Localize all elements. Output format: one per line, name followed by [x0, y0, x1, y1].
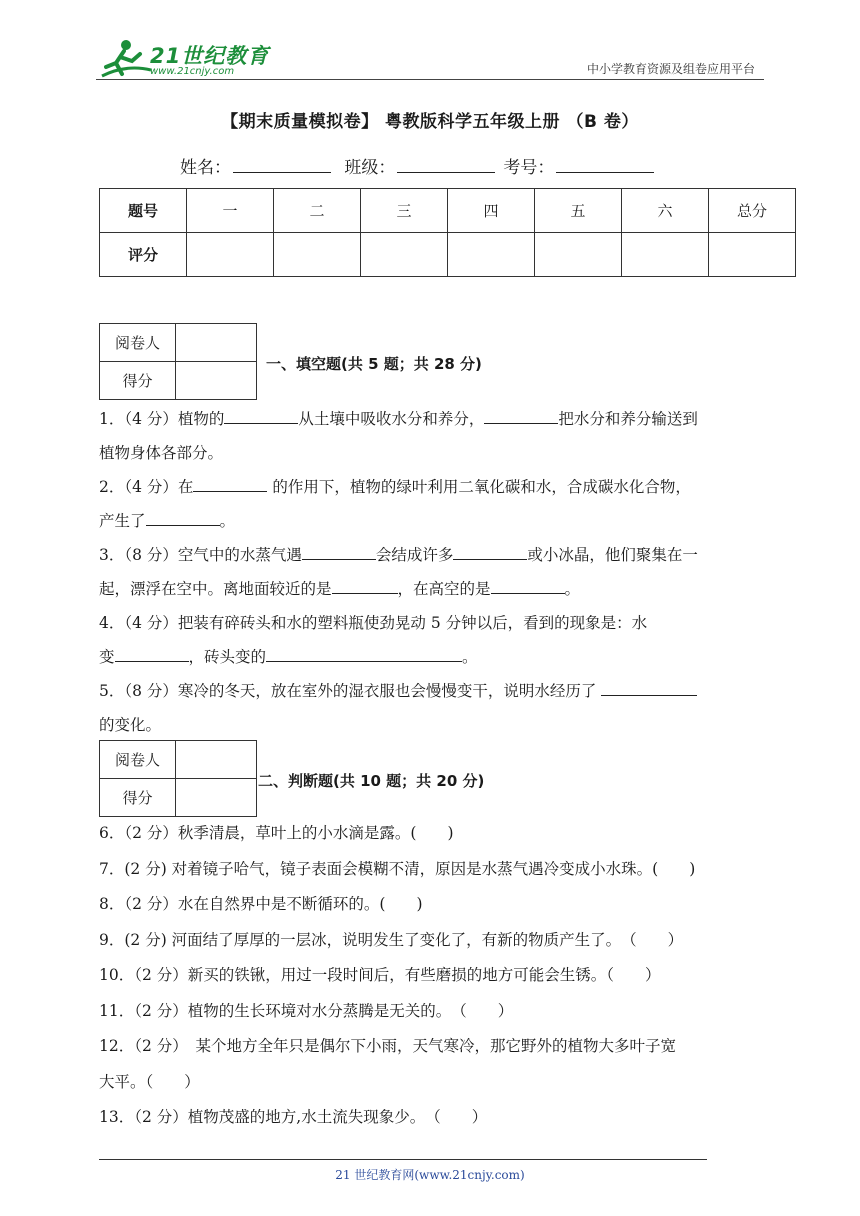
q1-text: 从土壤中吸收水分和养分，	[298, 410, 485, 428]
answer-blank[interactable]	[224, 405, 298, 424]
answer-blank[interactable]	[115, 643, 189, 662]
score-cell[interactable]	[274, 233, 361, 277]
score-header-cell: 四	[448, 189, 535, 233]
q2-text: 。	[219, 512, 236, 530]
score-header-cell: 五	[535, 189, 622, 233]
reviewer-cell[interactable]	[176, 324, 257, 362]
id-label: 考号：	[503, 158, 555, 178]
q2-text: 产生了	[99, 512, 146, 530]
question-3	[99, 538, 769, 606]
answer-blank[interactable]	[601, 677, 697, 696]
q1-text: 把水分和养分输送到	[558, 410, 698, 428]
question-4	[99, 606, 769, 674]
answer-blank[interactable]	[453, 541, 527, 560]
q2-text: 2．（4 分）在	[99, 478, 194, 496]
score-header-row	[100, 189, 796, 233]
q4-text: 4．（4 分）把装有碎砖头和水的塑料瓶使劲晃动 5 分钟以后，看到的现象是：水	[99, 614, 648, 632]
score-table	[99, 188, 796, 277]
class-blank[interactable]	[397, 158, 495, 173]
score-header-cell: 六	[622, 189, 709, 233]
grader-score-cell[interactable]	[176, 779, 257, 817]
answer-blank[interactable]	[484, 405, 558, 424]
answer-blank[interactable]	[332, 575, 398, 594]
answer-blank[interactable]	[146, 507, 220, 526]
question-13: 13．（2 分）植物茂盛的地方,水土流失现象少。 （ ）	[99, 1108, 488, 1126]
section1-title: 一、填空题(共 5 题；共 28 分)	[266, 355, 482, 373]
question-6: 6．（2 分）秋季清晨，草叶上的小水滴是露。( )	[99, 824, 454, 842]
score-header-cell: 二	[274, 189, 361, 233]
student-info-line	[180, 153, 662, 178]
q3-text: ，在高空的是	[397, 580, 491, 598]
score-cell[interactable]	[361, 233, 448, 277]
question-9: 9．(2 分) 河面结了厚厚的一层冰，说明发生了变化了，有新的物质产生了。 （ ）	[99, 930, 684, 949]
name-label: 姓名：	[180, 158, 231, 178]
score-value-row	[100, 233, 796, 277]
score-cell[interactable]	[535, 233, 622, 277]
score-cell[interactable]	[709, 233, 796, 277]
answer-blank[interactable]	[302, 541, 376, 560]
score-cell[interactable]	[448, 233, 535, 277]
grader-box-section1	[99, 323, 257, 400]
q1-text: 植物身体各部分。	[99, 444, 224, 462]
reviewer-label: 阅卷人	[100, 741, 176, 779]
question-8: 8．（2 分）水在自然界中是不断循环的。( )	[99, 895, 423, 913]
page-title: 【期末质量模拟卷】 粤教版科学五年级上册 （B 卷）	[221, 112, 639, 132]
score-header-cell: 一	[187, 189, 274, 233]
q5-text: 的变化。	[99, 716, 162, 734]
q2-text: 的作用下，植物的绿叶利用二氧化碳和水，合成碳水化合物，	[267, 478, 691, 496]
q3-text: 起，漂浮在空中。离地面较近的是	[99, 580, 332, 598]
score-header-cell: 题号	[100, 189, 187, 233]
q3-text: 会结成许多	[375, 546, 454, 564]
q5-text: 5．（8 分）寒冷的冬天，放在室外的湿衣服也会慢慢变干，说明水经历了	[99, 682, 602, 700]
platform-name: 中小学教育资源及组卷应用平台	[586, 62, 755, 76]
id-blank[interactable]	[556, 158, 654, 173]
grader-box-section2	[99, 740, 257, 817]
class-label: 班级：	[344, 158, 396, 178]
reviewer-cell[interactable]	[176, 741, 257, 779]
grader-score-cell[interactable]	[176, 362, 257, 400]
section2-title: 二、判断题(共 10 题；共 20 分)	[258, 772, 485, 790]
question-1	[99, 402, 769, 470]
logo-url: www.21cnjy.com	[150, 66, 235, 77]
q4-text: 。	[462, 648, 478, 666]
footer-divider	[99, 1159, 707, 1160]
q3-text: 3．（8 分）空气中的水蒸气遇	[99, 546, 302, 564]
q4-text: 变	[99, 648, 115, 666]
q3-text: 或小冰晶，他们聚集在一	[527, 546, 698, 564]
score-row-label: 评分	[100, 233, 187, 277]
header-divider	[96, 79, 764, 80]
question-7: 7．(2 分) 对着镜子哈气，镜子表面会模糊不清，原因是水蒸气遇冷变成小水珠。( )	[99, 859, 696, 878]
question-11: 11．（2 分）植物的生长环境对水分蒸腾是无关的。 （ ）	[99, 1001, 514, 1020]
footer-link[interactable]: 21 世纪教育网(www.21cnjy.com)	[335, 1168, 525, 1182]
answer-blank[interactable]	[266, 643, 462, 662]
q4-text: ，砖头变的	[188, 648, 267, 666]
answer-blank[interactable]	[193, 473, 267, 492]
reviewer-label: 阅卷人	[100, 324, 176, 362]
score-cell[interactable]	[622, 233, 709, 277]
answer-blank[interactable]	[491, 575, 565, 594]
name-blank[interactable]	[233, 158, 331, 173]
judgement-questions	[99, 816, 769, 1136]
logo-text: 21世纪教育	[150, 44, 270, 68]
question-2	[99, 470, 769, 538]
score-label: 得分	[100, 362, 176, 400]
score-header-cell: 三	[361, 189, 448, 233]
q3-text: 。	[564, 580, 581, 598]
question-12: 12．（2 分） 某个地方全年只是偶尔下小雨，天气寒冷，那它野外的植物大多叶子宽	[99, 1037, 677, 1055]
score-label: 得分	[100, 779, 176, 817]
question-5	[99, 674, 769, 742]
q1-text: 1．（4 分）植物的	[99, 410, 225, 428]
score-header-cell: 总分	[709, 189, 796, 233]
score-cell[interactable]	[187, 233, 274, 277]
question-10: 10．（2 分）新买的铁锹，用过一段时间后，有些磨损的地方可能会生锈。（ ）	[99, 966, 661, 984]
question-12-cont: 大平。（ ）	[99, 1072, 200, 1091]
